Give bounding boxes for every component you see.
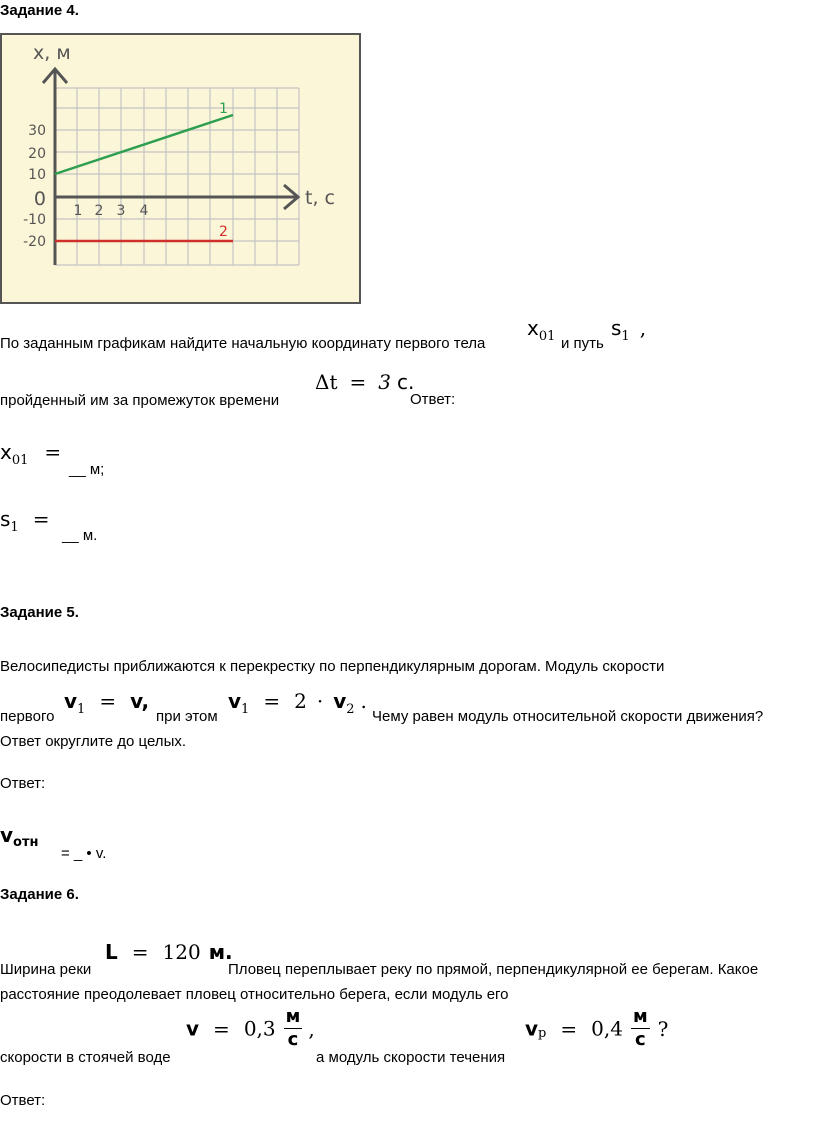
x-tick-label: 1	[73, 203, 83, 219]
answer-x01-blank[interactable]: __ м;	[69, 461, 105, 478]
task4-question-line2: пройденный им за промежуток времени	[0, 392, 280, 409]
line-1-label: 1	[219, 101, 228, 117]
y-tick-label: 30	[28, 123, 46, 139]
formula-L: L = 120 м.	[105, 940, 233, 964]
position-time-graph	[0, 33, 362, 305]
formula-v-current: vр = 0,4 $\frac{м}{с}$ ?	[525, 1006, 669, 1050]
y-tick-label-zero: 0	[33, 188, 46, 210]
task6-swimmer: Пловец переплывает реку по прямой, перпендикулярной ее берегам. Какое	[228, 961, 759, 978]
task6-heading: Задание 6.	[0, 886, 79, 903]
task6-still-water: скорости в стоячей воде	[0, 1049, 171, 1066]
answer-x01-formula: x01 =	[0, 440, 62, 468]
y-tick-label: 10	[28, 167, 46, 183]
task6-current: а модуль скорости течения	[316, 1049, 506, 1066]
task4-question-line1: По заданным графикам найдите начальную координату первого тела	[0, 335, 486, 352]
task6-width-river: Ширина реки	[0, 961, 92, 978]
task5-heading: Задание 5.	[0, 604, 79, 621]
x-tick-label: 2	[94, 203, 104, 219]
answer-s1-blank[interactable]: __ м.	[62, 527, 98, 544]
task6-line2: расстояние преодолевает пловец относительно берега, если модуль его	[0, 986, 509, 1003]
task5-pri-etom: при этом	[156, 708, 218, 725]
task5-paragraph1: Велосипедисты приближаются к перекрестку по перпендикулярным дорогам. Модуль скорости	[0, 658, 665, 675]
formula-v-water: v = 0,3 $\frac{м}{с}$ ,	[186, 1006, 315, 1050]
formula-v1-eq-2v2: v1 = 2 · v2 .	[228, 689, 367, 717]
task4-heading: Задание 4.	[0, 2, 79, 19]
formula-s1: s1 ,	[611, 316, 647, 344]
task5-round: Ответ округлите до целых.	[0, 733, 187, 750]
x-tick-label: 4	[139, 203, 149, 219]
formula-delta-t: Δt = 3 с.	[315, 370, 415, 394]
formula-v-otn: vотн	[0, 823, 39, 850]
task4-and-path: и путь	[561, 335, 604, 352]
task5-answer-label: Ответ:	[0, 775, 46, 792]
line-2-label: 2	[219, 224, 228, 240]
formula-v1-eq-v: v1 = v,	[64, 689, 150, 717]
answer-s1-formula: s1 =	[0, 507, 50, 535]
task5-first: первого	[0, 708, 55, 725]
task6-answer-label: Ответ:	[0, 1092, 46, 1109]
y-axis-label: x, м	[33, 42, 71, 64]
y-tick-label: -20	[23, 234, 46, 250]
task5-question: Чему равен модуль относительной скорости движения?	[372, 708, 764, 725]
task4-answer-label: Ответ:	[410, 391, 456, 408]
task5-answer-blank[interactable]: = _ • v.	[61, 845, 107, 862]
formula-x01: x01	[527, 316, 556, 344]
y-tick-label: -10	[23, 212, 46, 228]
y-tick-label: 20	[28, 146, 46, 162]
x-tick-label: 3	[116, 203, 126, 219]
x-axis-label: t, с	[305, 187, 335, 209]
